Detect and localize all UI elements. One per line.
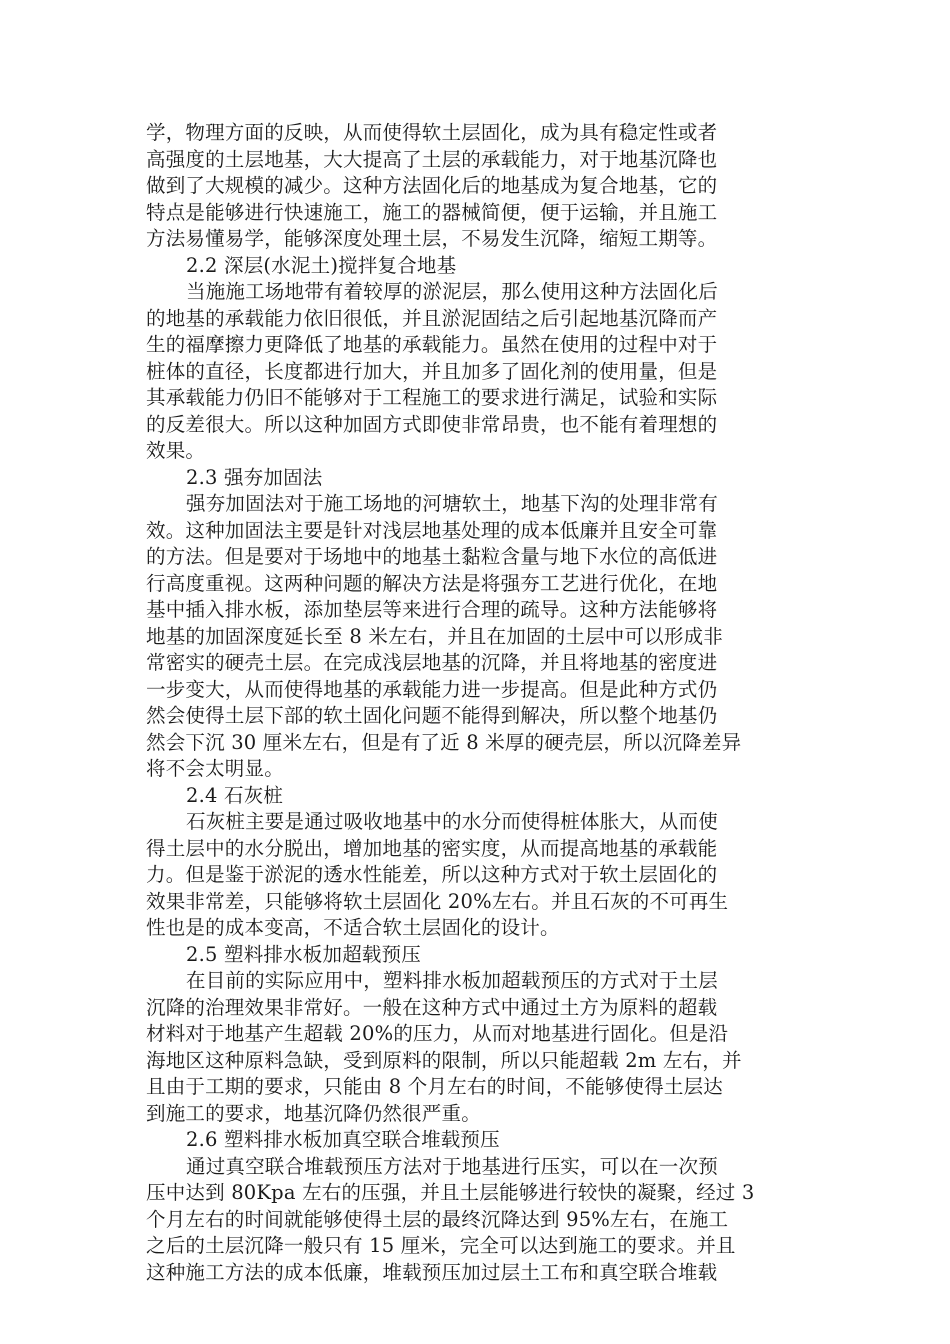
paragraph-line: 海地区这种原料急缺，受到原料的限制，所以只能超载 2m 左右，并 <box>146 1048 742 1072</box>
paragraph-line: 地基的加固深度延长至 8 米左右，并且在加固的土层中可以形成非 <box>146 624 724 648</box>
paragraph-line: 的地基的承载能力依旧很低，并且淤泥固结之后引起地基沉降而产 <box>146 306 718 330</box>
paragraph-line: 效果非常差，只能够将软土层固化 20%左右。并且石灰的不可再生 <box>146 889 729 913</box>
paragraph-line: 到施工的要求，地基沉降仍然很严重。 <box>146 1101 481 1125</box>
paragraph-line: 得土层中的水分脱出，增加地基的密实度，从而提高地基的承载能 <box>146 836 718 860</box>
paragraph-line: 然会使得土层下部的软土固化问题不能得到解决，所以整个地基仍 <box>146 704 718 727</box>
paragraph-line: 基中插入排水板，添加垫层等来进行合理的疏导。这种方法能够将 <box>146 598 718 621</box>
paragraph-line: 其承载能力仍旧不能够对于工程施工的要求进行满足，试验和实际 <box>146 386 718 409</box>
paragraph-line: 桩体的直径，长度都进行加大，并且加多了固化剂的使用量，但是 <box>146 359 718 383</box>
paragraph-line: 石灰桩主要是通过吸收地基中的水分而使得桩体胀大，从而使 <box>186 810 718 833</box>
paragraph-line: 且由于工期的要求，只能由 8 个月左右的时间，不能够使得土层达 <box>146 1075 724 1098</box>
paragraph-line: 高强度的土层地基，大大提高了土层的承载能力，对于地基沉降也 <box>146 147 718 171</box>
paragraph-line: 然会下沉 30 厘米左右，但是有了近 8 米厚的硬壳层，所以沉降差异 <box>146 730 742 754</box>
paragraph-line: 强夯加固法对于施工场地的河塘软土，地基下沟的处理非常有 <box>186 492 718 515</box>
paragraph-line: 常密实的硬壳土层。在完成浅层地基的沉降，并且将地基的密度进 <box>146 651 718 674</box>
paragraph-line: 在目前的实际应用中，塑料排水板加超载预压的方式对于土层 <box>186 969 718 992</box>
paragraph-line: 方法易懂易学，能够深度处理土层，不易发生沉降，缩短工期等。 <box>146 227 718 250</box>
paragraph-line: 的方法。但是要对于场地中的地基土黏粒含量与地下水位的高低进 <box>146 545 718 568</box>
paragraph-line: 学，物理方面的反映，从而使得软土层固化，成为具有稳定性或者 <box>146 121 718 144</box>
paragraph-line: 当施施工场地带有着较厚的淤泥层，那么使用这种方法固化后 <box>186 280 718 303</box>
paragraph-line: 性也是的成本变高，不适合软土层固化的设计。 <box>146 916 560 939</box>
section-heading: 2.6 塑料排水板加真空联合堆载预压 <box>186 1128 500 1151</box>
document-page <box>146 120 794 1286</box>
paragraph-line: 生的福摩擦力更降低了地基的承载能力。虽然在使用的过程中对于 <box>146 333 718 356</box>
section-heading: 2.5 塑料排水板加超载预压 <box>186 942 422 966</box>
paragraph-line: 做到了大规模的减少。这种方法固化后的地基成为复合地基，它的 <box>146 174 718 197</box>
paragraph-line: 的反差很大。所以这种加固方式即使非常昂贵，也不能有着理想的 <box>146 412 718 436</box>
paragraph-line: 力。但是鉴于淤泥的透水性能差，所以这种方式对于软土层固化的 <box>146 863 718 886</box>
paragraph-line: 之后的土层沉降一般只有 15 厘米，完全可以达到施工的要求。并且 <box>146 1234 736 1257</box>
paragraph-line: 材料对于地基产生超载 20%的压力，从而对地基进行固化。但是沿 <box>146 1022 729 1045</box>
section-heading: 2.2 深层(水泥土)搅拌复合地基 <box>186 253 457 277</box>
section-heading: 2.4 石灰桩 <box>186 783 284 807</box>
paragraph-line: 效果。 <box>146 439 206 462</box>
paragraph-line: 效。这种加固法主要是针对浅层地基处理的成本低廉并且安全可靠 <box>146 518 718 542</box>
paragraph-line: 沉降的治理效果非常好。一般在这种方式中通过土方为原料的超载 <box>146 995 718 1019</box>
paragraph-line: 个月左右的时间就能够使得土层的最终沉降达到 95%左右，在施工 <box>146 1207 729 1231</box>
paragraph-line: 将不会太明显。 <box>146 757 284 780</box>
paragraph-line: 特点是能够进行快速施工，施工的器械简便，便于运输，并且施工 <box>146 200 718 224</box>
paragraph-line: 通过真空联合堆载预压方法对于地基进行压实，可以在一次预 <box>186 1154 718 1178</box>
paragraph-line: 这种施工方法的成本低廉，堆载预压加过层土工布和真空联合堆载 <box>146 1260 718 1284</box>
paragraph-line: 行高度重视。这两种问题的解决方法是将强夯工艺进行优化，在地 <box>146 571 718 595</box>
paragraph-line: 一步变大，从而使得地基的承载能力进一步提高。但是此种方式仍 <box>146 677 718 701</box>
paragraph-line: 压中达到 80Kpa 左右的压强，并且土层能够进行较快的凝聚，经过 3 <box>146 1181 755 1204</box>
section-heading: 2.3 强夯加固法 <box>186 465 323 489</box>
